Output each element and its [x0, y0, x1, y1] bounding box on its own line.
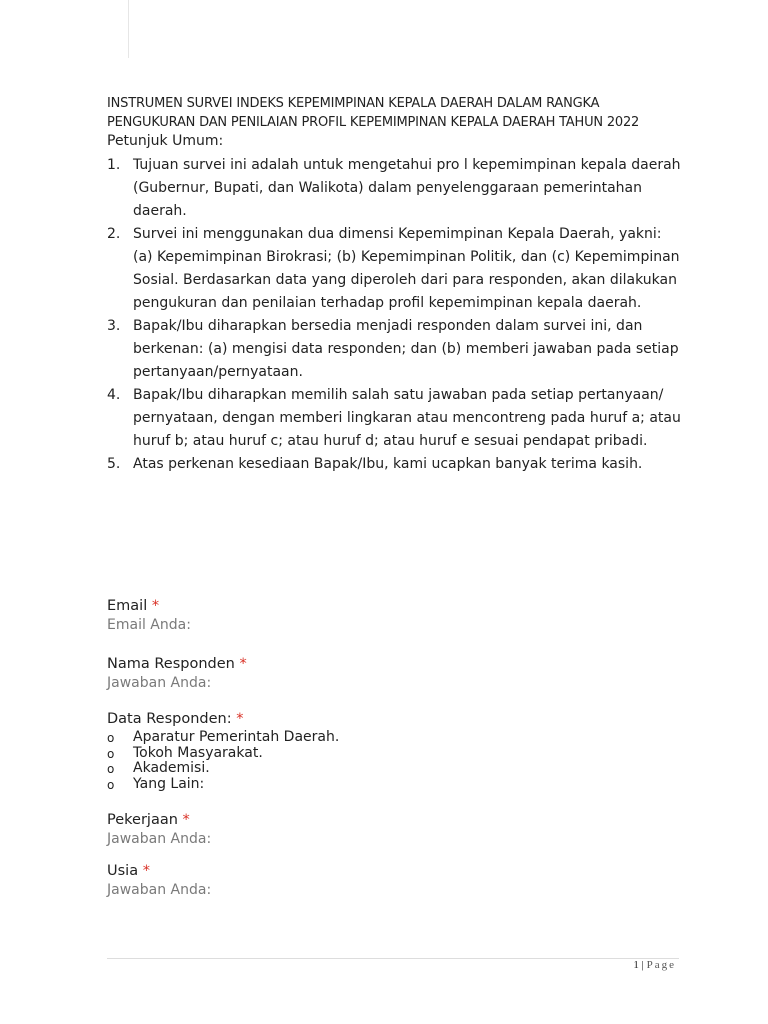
instruction-text: Bapak/Ibu diharapkan memilih salah satu jawaban pada setiap pertanyaan/ pernyataan, dengan memberi lingkaran atau mencontreng pada huruf a; atau huruf b; atau huruf c; atau huruf d; atau huruf e sesuai pendapat pribadi.	[133, 387, 681, 449]
option-aparatur[interactable]: o Aparatur Pemerintah Daerah.	[107, 729, 340, 745]
document-title: INSTRUMEN SURVEI INDEKS KEPEMIMPINAN KEPALA DAERAH DALAM RANGKA PENGUKURAN DAN PENILAIAN PROFIL KEPEMIMPINAN KEPALA DAERAH TAHUN 2022	[107, 96, 640, 130]
required-asterisk: *	[239, 656, 247, 672]
instruction-number: 2.	[107, 226, 121, 242]
radio-circle-icon[interactable]: o	[107, 731, 115, 745]
page-separator: |	[641, 959, 644, 971]
instruction-text: Atas perkenan kesediaan Bapak/Ibu, kami ucapkan banyak terima kasih.	[133, 456, 643, 472]
radio-circle-icon[interactable]: o	[107, 777, 115, 792]
radio-circle-icon[interactable]: o	[107, 746, 115, 761]
usia-label: Usia *	[107, 863, 150, 879]
page-number	[633, 958, 676, 972]
instruction-text: Bapak/Ibu diharapkan bersedia menjadi responden dalam survei ini, dan berkenan: (a) mengisi data responden; dan (b) memberi jawaban pada setiap pertanyaan/pernyataan.	[133, 318, 679, 380]
instruction-text: Tujuan survei ini adalah untuk mengetahui pro l kepemimpinan kepala daerah (Gubernur, Bupati, dan Walikota) dalam penyelenggaraan pemerintahan daerah.	[133, 157, 681, 219]
pekerjaan-label: Pekerjaan *	[107, 812, 190, 828]
required-asterisk: *	[182, 812, 190, 828]
email-field[interactable]: Email Anda:	[107, 617, 191, 633]
required-asterisk: *	[151, 598, 160, 614]
option-yang-lain[interactable]: o Yang Lain:	[107, 775, 205, 792]
instruction-item	[107, 453, 682, 476]
instruction-number: 4.	[107, 387, 121, 403]
data-responden-label: Data Responden: *	[107, 711, 244, 727]
pekerjaan-question	[107, 810, 682, 848]
page-number-value: 1	[633, 959, 639, 971]
option-akademisi[interactable]: o Akademisi.	[107, 760, 210, 776]
instruction-number: 1.	[107, 157, 121, 173]
document-body	[107, 94, 682, 476]
page-label: Page	[646, 959, 676, 971]
usia-question	[107, 861, 682, 899]
instruction-item	[107, 384, 682, 453]
nama-field[interactable]: Jawaban Anda:	[107, 675, 212, 691]
email-label: Email *	[107, 598, 160, 614]
option-tokoh[interactable]: o Tokoh Masyarakat.	[107, 744, 263, 761]
instruction-number: 3.	[107, 318, 121, 334]
usia-field[interactable]: Jawaban Anda:	[107, 882, 212, 898]
data-responden-options	[107, 730, 682, 792]
nama-question	[107, 654, 682, 692]
page-edge-mark	[128, 0, 129, 58]
instruction-item	[107, 315, 682, 384]
instruction-text: Survei ini menggunakan dua dimensi Kepemimpinan Kepala Daerah, yakni: (a) Kepemimpinan Birokrasi; (b) Kepemimpinan Politik, dan (c) Kepemimpinan Sosial. Berdasarkan data yang diperoleh dari para responden, akan dilakukan pengukuran dan penilaian terhadap profil kepemimpinan kepala daerah.	[133, 226, 680, 311]
respondent-form	[107, 596, 682, 899]
instruction-number: 5.	[107, 456, 121, 472]
required-asterisk: *	[142, 863, 150, 879]
email-question	[107, 596, 682, 634]
footer-divider	[107, 958, 679, 959]
nama-label: Nama Responden *	[107, 656, 247, 672]
required-asterisk: *	[236, 711, 244, 727]
data-responden-question	[107, 709, 682, 792]
instruction-item	[107, 154, 682, 223]
radio-circle-icon[interactable]: o	[107, 762, 115, 776]
pekerjaan-field[interactable]: Jawaban Anda:	[107, 831, 212, 847]
instructions-heading: Petunjuk Umum:	[107, 133, 224, 149]
instruction-item	[107, 223, 682, 315]
instructions-list	[107, 154, 682, 476]
